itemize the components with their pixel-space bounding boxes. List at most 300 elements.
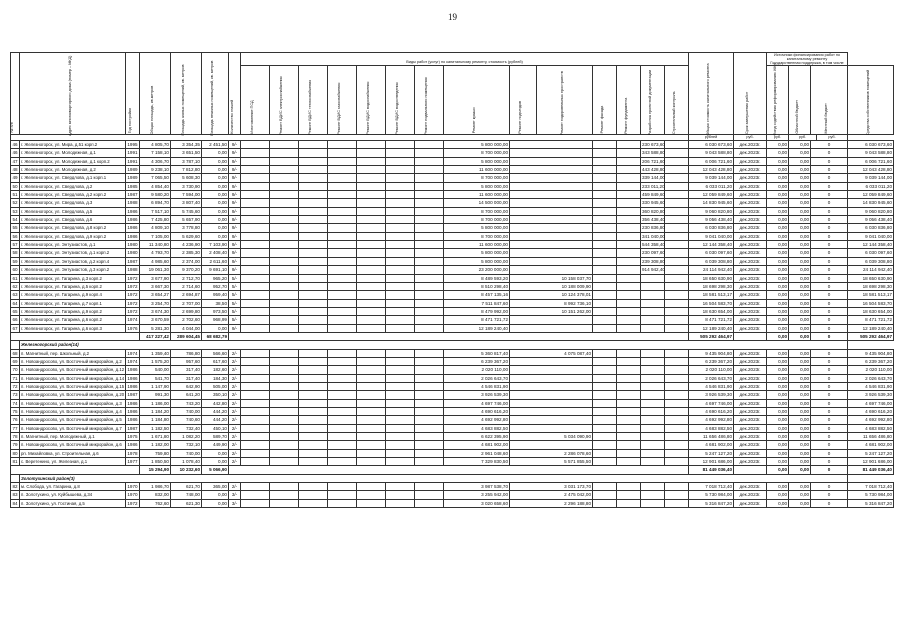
empty-cell (328, 408, 357, 416)
work-col-header-14: Строительный контроль (665, 66, 689, 135)
empty-cell (241, 232, 270, 240)
year: 1991 (127, 158, 138, 164)
nonliving-area: 182,60 (202, 366, 229, 374)
empty-cell (299, 499, 328, 507)
fund-value: 0,00 (767, 374, 789, 382)
fund-value: 0,00 (767, 357, 789, 365)
engineering-cost: 8 992 736,10 (510, 299, 593, 307)
empty-cell (270, 141, 299, 149)
address: рп. Михайловка, ул. Строительная, д.6 (20, 449, 126, 457)
empty-cell (617, 141, 641, 149)
row-number: 59 (12, 258, 18, 264)
empty-cell (415, 391, 444, 399)
empty-cell (299, 399, 328, 407)
nonliving-area: 617,60 (202, 357, 229, 365)
owners-value: 18 698 298,30 (848, 282, 894, 290)
empty-cell (617, 257, 641, 265)
row-number: 64 (12, 300, 18, 306)
engineering-cost (510, 191, 593, 199)
living-area: 2 714,60 (171, 282, 202, 290)
table-row (11, 374, 894, 382)
owners-value: 12 059 849,60 (848, 191, 894, 199)
roof-repair-cost: 5 360 817,40 (444, 349, 510, 357)
empty-cell (299, 424, 328, 432)
local-value: 0 (811, 207, 848, 215)
section-row (11, 474, 894, 482)
empty-cell (299, 366, 328, 374)
work-group-header: Виды работ (услуг) по капитальному ремонту, стоимость (рублей) (241, 53, 689, 66)
engineering-cost (510, 374, 593, 382)
living-area: 1 082,20 (171, 433, 202, 441)
empty-cell (357, 357, 386, 365)
total-area: 7 517,10 (140, 207, 171, 215)
empty-cell (357, 166, 386, 174)
empty-cell (270, 199, 299, 207)
empty-cell (593, 307, 617, 315)
floors: 2/- (229, 408, 241, 416)
address: г. Железногорск, ул. Молодежная, д.2 (20, 166, 126, 174)
floors: 9/- (229, 141, 241, 149)
owners-value: 7 018 712,40 (848, 483, 894, 491)
empty-cell (617, 366, 641, 374)
row-number: 55 (12, 225, 18, 231)
deadline: дек.2023г. (734, 216, 767, 224)
nonliving-area: 2 408,40 (202, 249, 229, 257)
total-cost: 6 039 308,80 (689, 257, 734, 265)
year: 1991 (127, 150, 138, 156)
deadline: дек.2023г. (734, 249, 767, 257)
empty-cell (386, 449, 415, 457)
empty-cell (328, 382, 357, 390)
nonliving-area: 0,00 (202, 166, 229, 174)
year: 1986 (127, 367, 138, 373)
year: 1980 (127, 242, 138, 248)
living-area: 317,40 (171, 374, 202, 382)
year: 1986 (127, 442, 138, 448)
total-area: 1 359,40 (140, 349, 171, 357)
empty-cell (415, 266, 444, 274)
deadline: дек.2023г. (734, 166, 767, 174)
empty-cell (593, 299, 617, 307)
total-area: 7 065,50 (140, 174, 171, 182)
roof-repair-cost: 8 510 298,40 (444, 282, 510, 290)
empty-cell (386, 382, 415, 390)
owners-value: 6 039 308,80 (848, 257, 894, 265)
empty-cell (415, 483, 444, 491)
roof-repair-cost: 4 683 882,50 (444, 424, 510, 432)
total-area: 3 667,30 (140, 282, 171, 290)
work-col-header-11: Ремонт фасада (593, 66, 617, 135)
local-value: 0 (811, 157, 848, 165)
year: 1987 (127, 192, 138, 198)
local-value: 0 (811, 416, 848, 424)
table-row (11, 391, 894, 399)
row-number: 49 (12, 175, 18, 181)
local-value: 0 (811, 291, 848, 299)
floors: 5/- (229, 282, 241, 290)
empty-cell (299, 449, 328, 457)
total-cost: 4 692 992,80 (689, 416, 734, 424)
address: п. Новоандросово, ул. Восточный микрорайон, д.15 (21, 383, 125, 389)
year: 1972 (127, 283, 138, 289)
year: 1986 (127, 208, 138, 214)
empty-cell (386, 224, 415, 232)
floors: 2/- (229, 366, 241, 374)
empty-cell (328, 199, 357, 207)
empty-cell (328, 441, 357, 449)
engineering-cost: 10 188 009,90 (510, 282, 593, 290)
regional-value: 0,00 (789, 424, 811, 432)
total-cost: 6 030 673,60 (689, 141, 734, 149)
total-cost: 18 581 513,17 (689, 291, 734, 299)
empty-cell (270, 449, 299, 457)
table-row (11, 141, 894, 149)
nonliving-area: 0,00 (202, 182, 229, 190)
empty-cell (593, 408, 617, 416)
address: г. Железногорск, ул. Свердлова, д.8 корп.2 (20, 224, 126, 232)
deadline: дек.2023г. (734, 266, 767, 274)
row-number: 73 (12, 392, 18, 398)
living-area: 317,40 (171, 366, 202, 374)
empty-cell (328, 257, 357, 265)
table-row (11, 249, 894, 257)
floors: 9/- (229, 182, 241, 190)
design-cost: 914 942,40 (642, 267, 665, 273)
total-cost: 9 043 588,80 (689, 149, 734, 157)
empty-cell (299, 491, 328, 499)
regional-value: 0,00 (789, 299, 811, 307)
living-area: 641,20 (171, 391, 202, 399)
empty-cell (617, 483, 641, 491)
empty-cell (328, 366, 357, 374)
total-area: 1 186,00 (140, 399, 171, 407)
fund-value: 0,00 (767, 382, 789, 390)
empty-cell (415, 424, 444, 432)
local-value: 0 (811, 349, 848, 357)
empty-cell (386, 141, 415, 149)
deadline: дек.2023г. (734, 491, 767, 499)
design-cost (641, 499, 665, 507)
roof-repair-cost: 3 987 538,70 (444, 483, 510, 491)
empty-cell (665, 241, 689, 249)
address: г. Железногорск, ул. Гагарина, д.6 корп.2 (20, 316, 126, 324)
empty-cell (617, 357, 641, 365)
empty-cell (386, 349, 415, 357)
row-number: 72 (12, 383, 18, 389)
empty-cell (270, 232, 299, 240)
total-area: 540,00 (140, 366, 171, 374)
empty-cell (299, 349, 328, 357)
engineering-cost (510, 149, 593, 157)
empty-cell (593, 224, 617, 232)
empty-cell (593, 499, 617, 507)
deadline: дек.2023г. (734, 458, 767, 466)
total-area: 4 854,40 (140, 182, 171, 190)
empty-cell (241, 191, 270, 199)
nonliving-area: 0,00 (202, 232, 229, 240)
total-cost: 18 630 654,00 (689, 307, 734, 315)
deadline: дек.2023г. (734, 141, 767, 149)
deadline: дек.2023г. (734, 282, 767, 290)
empty-cell (665, 399, 689, 407)
total-cost: 16 504 583,70 (689, 299, 734, 307)
nonliving-area: 0,00 (202, 174, 229, 182)
deadline: дек.2023г. (734, 449, 767, 457)
empty-cell (328, 157, 357, 165)
roof-repair-cost: 4 690 616,20 (444, 408, 510, 416)
address: г. Железногорск, ул. Гагарина, д.6 корп.3 (20, 324, 126, 332)
empty-cell (270, 441, 299, 449)
total-area: 1 182,00 (140, 441, 171, 449)
total-cost: 4 683 882,50 (689, 424, 734, 432)
empty-cell (386, 441, 415, 449)
empty-cell (665, 458, 689, 466)
empty-cell (386, 424, 415, 432)
unit-rub-2: руб. (734, 135, 767, 141)
regional-value: 0,00 (789, 174, 811, 182)
local-value: 0 (811, 366, 848, 374)
regional-value: 0,00 (789, 224, 811, 232)
engineering-cost (510, 199, 593, 207)
col-fund-header: Фонд содействия реформированию ЖКХ (767, 66, 789, 135)
living-area: 5 608,30 (171, 174, 202, 182)
engineering-cost (510, 441, 593, 449)
empty-cell (270, 399, 299, 407)
empty-cell (241, 433, 270, 441)
nonliving-area: 350,10 (202, 391, 229, 399)
address: г. Железногорск, ул. Свердлова, д.2 (20, 182, 126, 190)
empty-cell (593, 382, 617, 390)
row-number: 47 (12, 158, 18, 164)
col-nonliving-area-header: Площадь нежилых помещений, кв. метров (202, 53, 229, 135)
empty-cell (299, 141, 328, 149)
empty-cell (415, 149, 444, 157)
empty-cell (299, 324, 328, 332)
row-number: 69 (12, 358, 18, 364)
empty-cell (299, 416, 328, 424)
work-col-header-12: Ремонт фундамента (617, 66, 641, 135)
regional-value: 0,00 (789, 449, 811, 457)
living-area-sum: 10 232,60 (171, 466, 202, 474)
row-number: 68 (12, 350, 18, 356)
deadline: дек.2023г. (734, 191, 767, 199)
table-row (11, 224, 894, 232)
roof-repair-cost: 11 600 000,00 (444, 241, 510, 249)
total-cost: 2 020 110,00 (689, 366, 734, 374)
roof-repair-cost: 8 700 000,00 (444, 149, 510, 157)
empty-cell (617, 299, 641, 307)
owners-value: 12 189 240,40 (848, 324, 894, 332)
roof-repair-cost: 8 489 593,20 (444, 274, 510, 282)
engineering-cost (510, 157, 593, 165)
total-cost: 11 656 486,80 (689, 433, 734, 441)
total-cost: 9 060 820,80 (689, 207, 734, 215)
living-area: 3 651,50 (171, 149, 202, 157)
owners-value: 12 144 358,40 (848, 241, 894, 249)
total-cost: 12 901 686,00 (689, 458, 734, 466)
empty-cell (593, 483, 617, 491)
nonliving-area: 0,00 (202, 224, 229, 232)
owners-value: 9 056 438,40 (848, 216, 894, 224)
owners-value: 18 650 630,90 (848, 274, 894, 282)
deadline: дек.2023г. (734, 408, 767, 416)
roof-repair-cost: 4 697 746,00 (444, 399, 510, 407)
deadline: дек.2023г. (734, 416, 767, 424)
row-number: 76 (12, 417, 18, 423)
empty-cell (665, 224, 689, 232)
total-area: 3 674,30 (140, 307, 171, 315)
empty-cell (665, 149, 689, 157)
regional-value: 0,00 (789, 408, 811, 416)
total-area: 832,00 (140, 491, 171, 499)
regional-value: 0,00 (789, 357, 811, 365)
empty-cell (386, 174, 415, 182)
engineering-cost (510, 232, 593, 240)
living-area: 7 812,80 (171, 166, 202, 174)
engineering-cost (510, 257, 593, 265)
empty-cell (415, 157, 444, 165)
regional-value: 0,00 (789, 499, 811, 507)
deadline: дек.2023г. (734, 157, 767, 165)
total-area: 3 670,59 (140, 316, 171, 324)
local-value: 0 (811, 232, 848, 240)
empty-cell (357, 216, 386, 224)
empty-cell (593, 374, 617, 382)
fund-value: 0,00 (767, 399, 789, 407)
design-cost (641, 307, 665, 315)
year: 1988 (127, 267, 138, 273)
fund-value: 0,00 (767, 349, 789, 357)
regional-value: 0,00 (789, 199, 811, 207)
empty-cell (593, 449, 617, 457)
table-row (11, 441, 894, 449)
row-number: 71 (12, 375, 18, 381)
design-cost: 230 097,60 (642, 250, 665, 256)
address: г. Железногорск, ул. Энтузиастов, д.1 (20, 241, 126, 249)
empty-cell (299, 408, 328, 416)
table-row (11, 491, 894, 499)
address: п. Новоандросово, ул. Восточный микрорайон, д.12 (21, 367, 125, 373)
empty-cell (665, 349, 689, 357)
empty-cell (386, 316, 415, 324)
regional-value: 0,00 (789, 291, 811, 299)
fund-value: 0,00 (767, 241, 789, 249)
empty-cell (386, 391, 415, 399)
engineering-cost (510, 391, 593, 399)
engineering-cost (510, 182, 593, 190)
deadline: дек.2023г. (734, 149, 767, 157)
total-area: 1 184,80 (140, 416, 171, 424)
local-value: 0 (811, 424, 848, 432)
empty-cell (415, 257, 444, 265)
empty-cell (593, 157, 617, 165)
roof-repair-cost: 8 700 000,00 (444, 216, 510, 224)
empty-cell (665, 182, 689, 190)
local-value: 0 (811, 282, 848, 290)
address: г. Железногорск, ул. Энтузиастов, д.1 корп.2 (20, 249, 126, 257)
total-area: 991,30 (140, 391, 171, 399)
deadline: дек.2023г. (734, 299, 767, 307)
year: 1972 (127, 275, 138, 281)
row-number: 60 (12, 267, 18, 273)
roof-repair-cost: 8 479 992,00 (444, 307, 510, 315)
regional-value: 0,00 (789, 324, 811, 332)
local-value: 0 (811, 274, 848, 282)
total-area: 3 677,90 (140, 274, 171, 282)
empty-cell (357, 449, 386, 457)
empty-cell (357, 382, 386, 390)
nonliving-area: 2 451,50 (202, 141, 229, 149)
empty-cell (241, 499, 270, 507)
col-deadline-header: Срок завершения работ (734, 53, 767, 135)
living-area: 3 807,40 (171, 199, 202, 207)
total-area: 1 147,90 (140, 382, 171, 390)
total-cost: 5 247 127,20 (689, 449, 734, 457)
regional-value: 0,00 (789, 366, 811, 374)
roof-repair-cost: 8 700 000,00 (444, 232, 510, 240)
empty-cell (415, 324, 444, 332)
empty-cell (357, 299, 386, 307)
address: п. Новоандросово, ул. Восточный микрорайон, д.6 (20, 441, 126, 449)
empty-cell (328, 291, 357, 299)
row-number: 62 (12, 283, 18, 289)
total-area: 6 894,70 (140, 199, 171, 207)
address: м. Слобода, ул. Гагарина, д.8 (20, 483, 126, 491)
empty-cell (386, 366, 415, 374)
empty-cell (415, 433, 444, 441)
local-value: 0 (811, 182, 848, 190)
engineering-cost: 3 031 173,70 (510, 483, 593, 491)
empty-cell (328, 449, 357, 457)
empty-cell (270, 349, 299, 357)
year: 1987 (127, 258, 138, 264)
total-row (11, 332, 894, 340)
regional-value: 0,00 (789, 433, 811, 441)
fund-value: 0,00 (767, 433, 789, 441)
empty-cell (617, 382, 641, 390)
empty-cell (617, 232, 641, 240)
owners-value: 6 033 011,20 (848, 182, 894, 190)
empty-cell (386, 282, 415, 290)
fund-value: 0,00 (767, 141, 789, 149)
roof-repair-cost: 8 457 135,16 (444, 291, 510, 299)
empty-cell (241, 216, 270, 224)
local-value: 0 (811, 174, 848, 182)
total-cost: 14 830 945,60 (689, 199, 734, 207)
floors: 9/- (229, 174, 241, 182)
roof-repair-cost: 11 600 000,00 (444, 191, 510, 199)
empty-cell (241, 224, 270, 232)
total-cost-sum: 505 292 464,97 (689, 332, 734, 340)
empty-cell (665, 316, 689, 324)
regional-value: 0,00 (789, 382, 811, 390)
empty-cell (328, 166, 357, 174)
table-row (11, 257, 894, 265)
total-area: 4 809,10 (140, 224, 171, 232)
design-cost (641, 357, 665, 365)
deadline: дек.2023г. (734, 499, 767, 507)
regional-value: 0,00 (789, 191, 811, 199)
roof-repair-cost: 6 239 367,20 (444, 357, 510, 365)
owners-value: 6 030 097,60 (848, 249, 894, 257)
local-value: 0 (811, 241, 848, 249)
empty-cell (328, 266, 357, 274)
empty-cell (593, 241, 617, 249)
empty-cell (357, 349, 386, 357)
engineering-cost: 2 475 042,00 (510, 491, 593, 499)
floors: 5/- (229, 316, 241, 324)
floors: 2/- (229, 357, 241, 365)
